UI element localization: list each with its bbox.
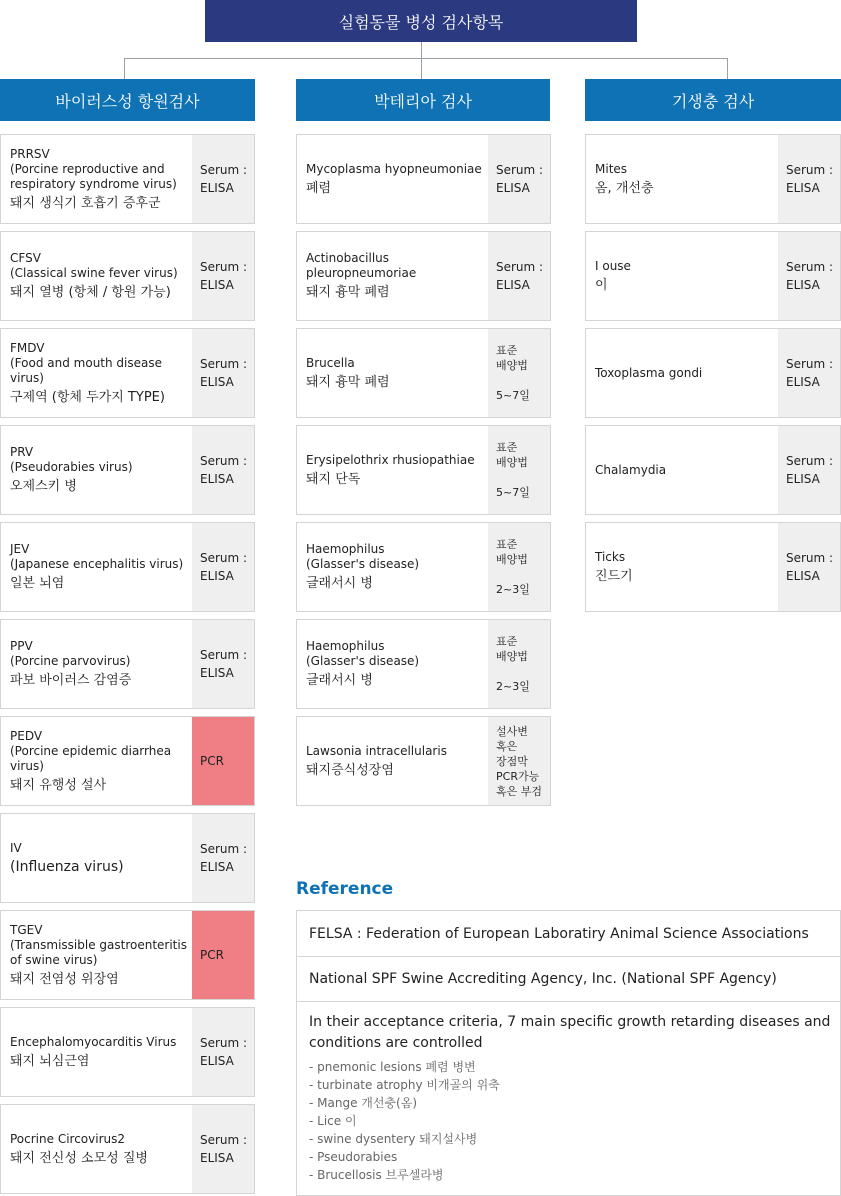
virus-name: PEDV (Porcine epidemic diarrhea virus)	[10, 728, 172, 773]
bacteria-name-block	[306, 135, 488, 223]
parasite-method: Serum : ELISA	[778, 426, 840, 514]
parasite-card	[585, 522, 841, 612]
virus-name-block	[10, 717, 192, 805]
virus-name: PRRSV (Porcine reproductive and respiratory syndrome virus)	[10, 146, 177, 191]
virus-korean-name: 돼지 열병 (항체 / 항원 가능)	[10, 285, 171, 300]
reference-title: Reference	[296, 879, 394, 899]
virus-name-block	[10, 523, 192, 611]
virus-card	[0, 1007, 255, 1097]
parasite-name: Ticks	[595, 549, 626, 564]
bacteria-card	[296, 425, 551, 515]
virus-name: IV	[10, 840, 22, 855]
virus-card	[0, 231, 255, 321]
parasite-name-block	[595, 232, 778, 320]
bacteria-name: Mycoplasma hyopneumoniae	[306, 161, 482, 176]
criteria-list	[309, 1058, 840, 1184]
bacteria-card	[296, 522, 551, 612]
parasite-name: Toxoplasma gondi	[595, 365, 703, 380]
virus-method: Serum : ELISA	[192, 1105, 254, 1193]
bacteria-name: Haemophilus (Glasser's disease)	[306, 639, 420, 668]
criteria-item: - Pseudorabies	[309, 1150, 398, 1164]
bacteria-card	[296, 619, 551, 709]
virus-method: Serum : ELISA	[192, 814, 254, 902]
virus-method: Serum : ELISA	[192, 232, 254, 320]
connector-right	[727, 58, 728, 79]
bacteria-method: 표준 배양법 5~7일	[488, 329, 550, 417]
bacteria-method: 표준 배양법 5~7일	[488, 426, 550, 514]
virus-name: PPV (Porcine parvovirus)	[10, 639, 131, 668]
criteria-item: - Mange 개선충(옴)	[309, 1096, 418, 1110]
virus-name: JEV (Japanese encephalitis virus)	[10, 542, 184, 571]
bacteria-korean-name: 폐렴	[306, 180, 332, 196]
virus-name-block	[10, 1105, 192, 1193]
virus-card	[0, 1104, 255, 1194]
parasite-name: Mites	[595, 161, 628, 176]
category-parasite: 기생충 검사	[585, 79, 841, 121]
reference-criteria	[297, 1002, 840, 1195]
parasite-card	[585, 231, 841, 321]
bacteria-name-block	[306, 232, 488, 320]
bacteria-name-block	[306, 620, 488, 708]
bacteria-name: Brucella	[306, 355, 355, 370]
virus-korean-name: 일본 뇌염	[10, 576, 65, 591]
reference-row: National SPF Swine Accrediting Agency, Inc. (National SPF Agency)	[297, 957, 840, 1002]
connector-vertical-main	[421, 42, 422, 59]
virus-method: PCR	[192, 911, 254, 999]
parasite-method: Serum : ELISA	[778, 523, 840, 611]
bacteria-method: 표준 배양법 2~3일	[488, 620, 550, 708]
virus-name-block	[10, 426, 192, 514]
virus-name-block	[10, 232, 192, 320]
bacteria-card	[296, 716, 551, 806]
category-bacteria: 박테리아 검사	[296, 79, 550, 121]
bacteria-korean-name: 글래서시 병	[306, 673, 373, 688]
virus-method: Serum : ELISA	[192, 135, 254, 223]
virus-korean-name: 오제스키 병	[10, 479, 77, 494]
bacteria-korean-name: 돼지 단독	[306, 471, 361, 487]
virus-card	[0, 813, 255, 903]
parasite-name: I ouse	[595, 258, 631, 273]
parasite-method: Serum : ELISA	[778, 135, 840, 223]
virus-name-block	[10, 1008, 192, 1096]
virus-name: TGEV (Transmissible gastroenteritis of swine virus)	[10, 922, 187, 967]
criteria-item: - swine dysentery 돼지설사병	[309, 1132, 478, 1146]
virus-name: CFSV (Classical swine fever virus)	[10, 251, 178, 280]
bacteria-method: 표준 배양법 2~3일	[488, 523, 550, 611]
reference-box	[296, 910, 841, 1196]
parasite-card	[585, 425, 841, 515]
criteria-item: - Brucellosis 브루셀라병	[309, 1168, 444, 1182]
virus-korean-name: 돼지 생식기 호흡기 증후군	[10, 195, 161, 211]
parasite-name-block	[595, 426, 778, 514]
parasite-method: Serum : ELISA	[778, 232, 840, 320]
virus-name-block	[10, 329, 192, 417]
parasite-name-block	[595, 523, 778, 611]
virus-korean-name: 돼지 전신성 소모성 질병	[10, 1150, 148, 1166]
virus-name: Pocrine Circovirus2	[10, 1131, 126, 1146]
bacteria-korean-name: 돼지 흉막 폐렴	[306, 285, 390, 300]
virus-card	[0, 425, 255, 515]
connector-middle	[421, 58, 422, 79]
criteria-item: - pnemonic lesions 폐렴 병변	[309, 1060, 476, 1074]
virus-korean-name: 돼지 유행성 설사	[10, 777, 107, 793]
virus-method: PCR	[192, 717, 254, 805]
parasite-korean-name: 옴, 개선충	[595, 180, 654, 196]
reference-row: FELSA : Federation of European Laboratiry Animal Science Associations	[297, 911, 840, 957]
virus-name: Encephalomyocarditis Virus	[10, 1034, 177, 1049]
virus-korean-name: 돼지 뇌심근염	[10, 1053, 90, 1069]
virus-name-block	[10, 814, 192, 902]
virus-korean-name: 파보 바이러스 감염증	[10, 673, 132, 688]
bacteria-korean-name: 돼지 흉막 폐렴	[306, 374, 390, 390]
bacteria-name-block	[306, 717, 488, 805]
virus-card	[0, 134, 255, 224]
parasite-korean-name: 진드기	[595, 568, 633, 584]
virus-korean-name: 돼지 전염성 위장염	[10, 971, 119, 987]
virus-card	[0, 910, 255, 1000]
virus-name: PRV (Pseudorabies virus)	[10, 445, 133, 474]
parasite-method: Serum : ELISA	[778, 329, 840, 417]
bacteria-name-block	[306, 523, 488, 611]
category-virus: 바이러스성 항원검사	[0, 79, 255, 121]
bacteria-name: Lawsonia intracellularis	[306, 743, 447, 758]
parasite-card	[585, 328, 841, 418]
virus-method: Serum : ELISA	[192, 1008, 254, 1096]
bacteria-korean-name: 글래서시 병	[306, 576, 373, 591]
bacteria-korean-name: 돼지증식성장염	[306, 762, 394, 778]
virus-method: Serum : ELISA	[192, 620, 254, 708]
bacteria-card	[296, 328, 551, 418]
virus-method: Serum : ELISA	[192, 426, 254, 514]
virus-card	[0, 716, 255, 806]
parasite-name-block	[595, 135, 778, 223]
virus-name-block	[10, 911, 192, 999]
bacteria-name-block	[306, 329, 488, 417]
bacteria-name: Actinobacillus pleuropneumoriae	[306, 251, 417, 280]
virus-name-block	[10, 135, 192, 223]
bacteria-method: Serum : ELISA	[488, 135, 550, 223]
bacteria-card	[296, 231, 551, 321]
virus-card	[0, 619, 255, 709]
connector-horizontal	[124, 58, 728, 59]
virus-card	[0, 328, 255, 418]
virus-korean-name: (Influenza virus)	[10, 858, 124, 875]
criteria-item: - Lice 이	[309, 1114, 357, 1128]
connector-left	[124, 58, 125, 79]
bacteria-method: 설사변 혹은 장점막 PCR가능 혹은 부검	[488, 717, 550, 805]
bacteria-name: Haemophilus (Glasser's disease)	[306, 542, 420, 571]
bacteria-method: Serum : ELISA	[488, 232, 550, 320]
virus-method: Serum : ELISA	[192, 329, 254, 417]
virus-card	[0, 522, 255, 612]
virus-korean-name: 구제역 (항체 두가지 TYPE)	[10, 389, 165, 405]
parasite-name: Chalamydia	[595, 462, 667, 477]
virus-name-block	[10, 620, 192, 708]
parasite-name-block	[595, 329, 778, 417]
criteria-heading: In their acceptance criteria, 7 main specific growth retarding diseases and conditions are controlled	[309, 1014, 831, 1051]
virus-name: FMDV (Food and mouth disease virus)	[10, 340, 162, 385]
chart-title: 실험동물 병성 검사항목	[205, 0, 637, 42]
parasite-korean-name: 이	[595, 277, 608, 293]
bacteria-card	[296, 134, 551, 224]
bacteria-name-block	[306, 426, 488, 514]
criteria-item: - turbinate atrophy 비개골의 위축	[309, 1078, 500, 1092]
virus-method: Serum : ELISA	[192, 523, 254, 611]
bacteria-name: Erysipelothrix rhusiopathiae	[306, 452, 475, 467]
parasite-card	[585, 134, 841, 224]
